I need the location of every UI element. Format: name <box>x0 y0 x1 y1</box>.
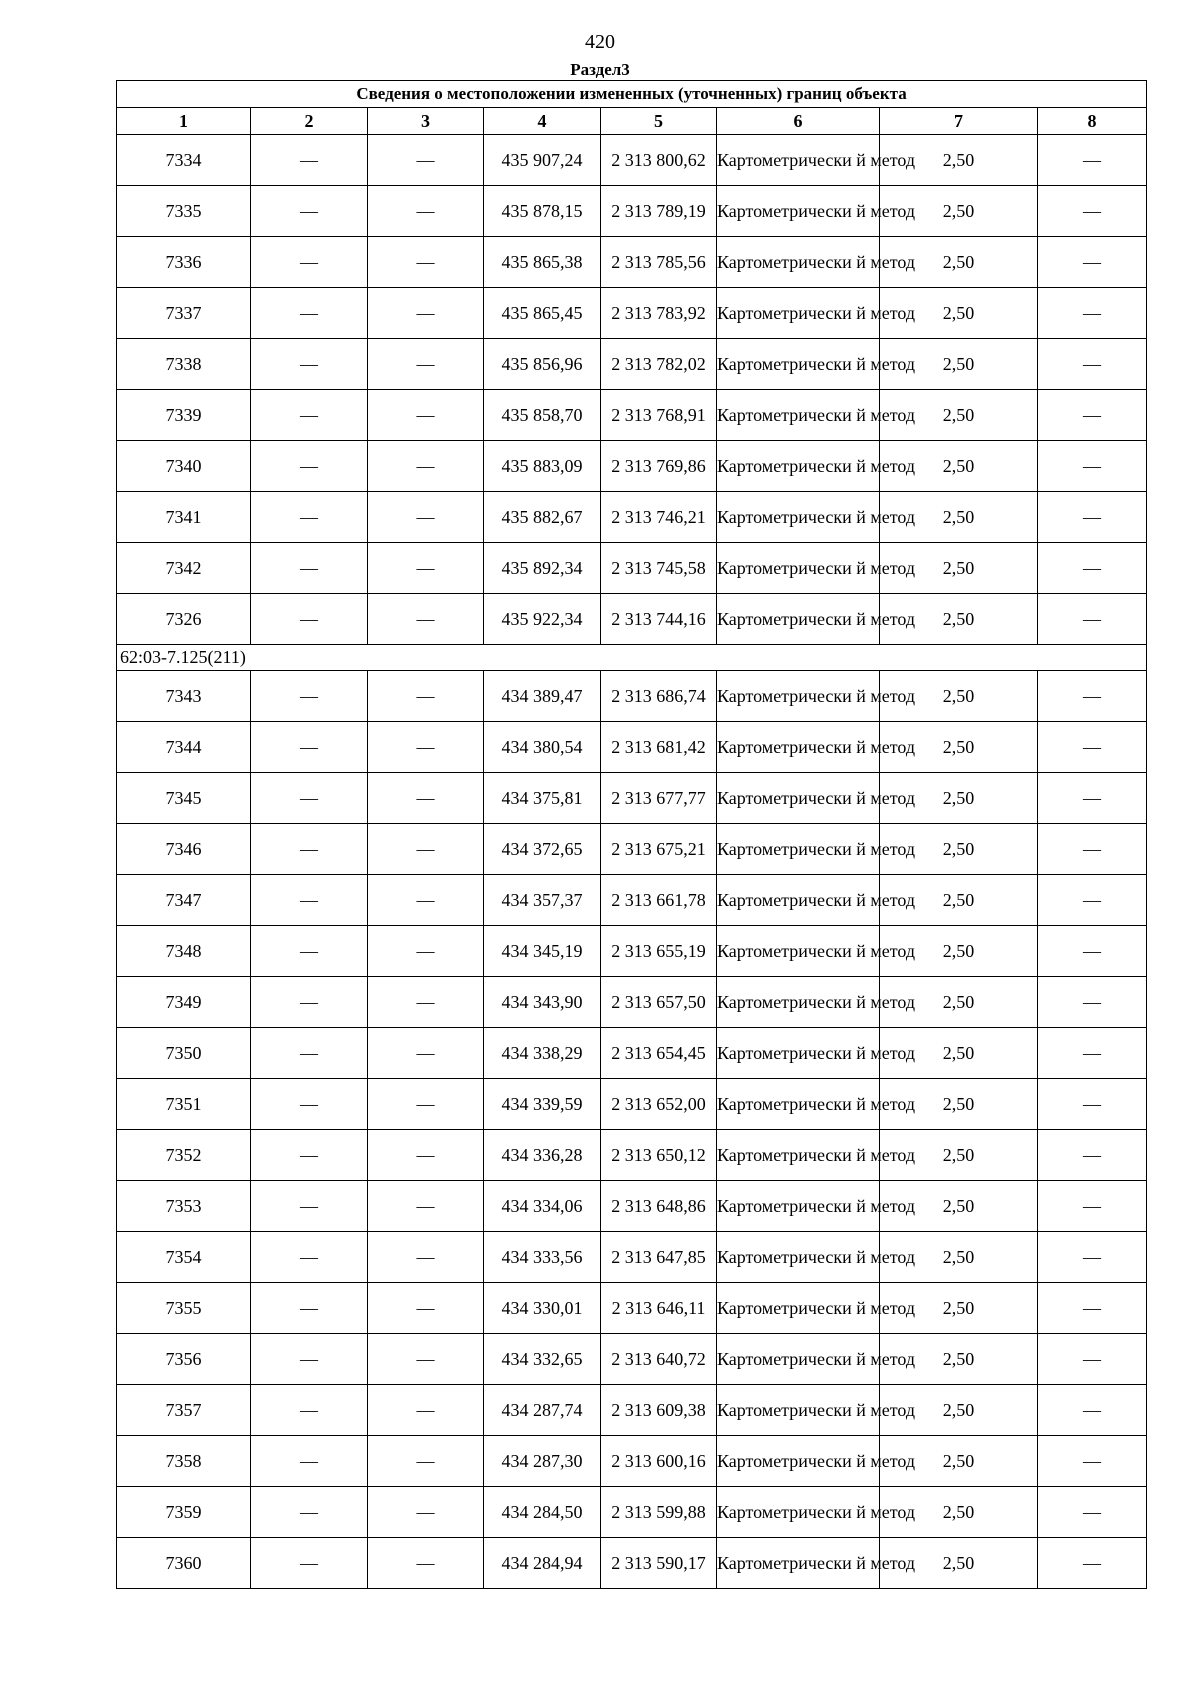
point-number-cell: 7337 <box>117 288 251 339</box>
method-cell: Картометрически й метод <box>717 1130 880 1181</box>
method-cell: Картометрически й метод <box>717 824 880 875</box>
col2-cell: — <box>251 722 368 773</box>
x-coordinate-cell: 434 333,56 <box>484 1232 601 1283</box>
x-coordinate-cell: 434 389,47 <box>484 671 601 722</box>
y-coordinate-cell: 2 313 640,72 <box>601 1334 717 1385</box>
y-coordinate-cell: 2 313 686,74 <box>601 671 717 722</box>
table-row <box>117 186 1147 237</box>
col3-cell: — <box>368 1079 484 1130</box>
point-number-cell: 7341 <box>117 492 251 543</box>
column-number: 3 <box>368 108 484 135</box>
x-coordinate-cell: 435 865,45 <box>484 288 601 339</box>
col3-cell: — <box>368 1334 484 1385</box>
table-row <box>117 594 1147 645</box>
table-row <box>117 1028 1147 1079</box>
group-header-row <box>117 645 1147 671</box>
column-number-row <box>117 108 1147 135</box>
point-number-cell: 7340 <box>117 441 251 492</box>
col3-cell: — <box>368 1028 484 1079</box>
col2-cell: — <box>251 1385 368 1436</box>
col2-cell: — <box>251 492 368 543</box>
table-row <box>117 543 1147 594</box>
col8-cell: — <box>1038 543 1147 594</box>
table-row <box>117 773 1147 824</box>
point-number-cell: 7353 <box>117 1181 251 1232</box>
col2-cell: — <box>251 824 368 875</box>
x-coordinate-cell: 434 287,74 <box>484 1385 601 1436</box>
col8-cell: — <box>1038 1181 1147 1232</box>
y-coordinate-cell: 2 313 789,19 <box>601 186 717 237</box>
accuracy-cell: 2,50 <box>880 135 1038 186</box>
method-cell: Картометрически й метод <box>717 390 880 441</box>
method-cell: Картометрически й метод <box>717 441 880 492</box>
method-cell: Картометрически й метод <box>717 339 880 390</box>
col2-cell: — <box>251 926 368 977</box>
table-row <box>117 1079 1147 1130</box>
accuracy-cell: 2,50 <box>880 390 1038 441</box>
col2-cell: — <box>251 543 368 594</box>
table-row <box>117 1181 1147 1232</box>
y-coordinate-cell: 2 313 590,17 <box>601 1538 717 1589</box>
col8-cell: — <box>1038 339 1147 390</box>
point-number-cell: 7359 <box>117 1487 251 1538</box>
table-row <box>117 339 1147 390</box>
table-row <box>117 824 1147 875</box>
col2-cell: — <box>251 1130 368 1181</box>
method-cell: Картометрически й метод <box>717 492 880 543</box>
point-number-cell: 7336 <box>117 237 251 288</box>
col8-cell: — <box>1038 926 1147 977</box>
table-row <box>117 926 1147 977</box>
x-coordinate-cell: 435 883,09 <box>484 441 601 492</box>
col8-cell: — <box>1038 1232 1147 1283</box>
x-coordinate-cell: 435 858,70 <box>484 390 601 441</box>
col8-cell: — <box>1038 722 1147 773</box>
table-row <box>117 237 1147 288</box>
column-number: 2 <box>251 108 368 135</box>
accuracy-cell: 2,50 <box>880 773 1038 824</box>
method-cell: Картометрически й метод <box>717 1181 880 1232</box>
col3-cell: — <box>368 1283 484 1334</box>
point-number-cell: 7355 <box>117 1283 251 1334</box>
col3-cell: — <box>368 1487 484 1538</box>
col8-cell: — <box>1038 288 1147 339</box>
x-coordinate-cell: 434 380,54 <box>484 722 601 773</box>
table-body <box>117 135 1147 1589</box>
y-coordinate-cell: 2 313 677,77 <box>601 773 717 824</box>
col8-cell: — <box>1038 594 1147 645</box>
x-coordinate-cell: 434 357,37 <box>484 875 601 926</box>
method-cell: Картометрически й метод <box>717 288 880 339</box>
table-row <box>117 1487 1147 1538</box>
col2-cell: — <box>251 773 368 824</box>
x-coordinate-cell: 434 375,81 <box>484 773 601 824</box>
col8-cell: — <box>1038 875 1147 926</box>
table-row <box>117 1436 1147 1487</box>
method-cell: Картометрически й метод <box>717 1538 880 1589</box>
col3-cell: — <box>368 1436 484 1487</box>
x-coordinate-cell: 434 332,65 <box>484 1334 601 1385</box>
col2-cell: — <box>251 390 368 441</box>
col2-cell: — <box>251 1334 368 1385</box>
coordinates-table <box>116 80 1147 1589</box>
accuracy-cell: 2,50 <box>880 288 1038 339</box>
accuracy-cell: 2,50 <box>880 1385 1038 1436</box>
col2-cell: — <box>251 441 368 492</box>
method-cell: Картометрически й метод <box>717 1232 880 1283</box>
x-coordinate-cell: 435 882,67 <box>484 492 601 543</box>
accuracy-cell: 2,50 <box>880 492 1038 543</box>
accuracy-cell: 2,50 <box>880 824 1038 875</box>
method-cell: Картометрически й метод <box>717 1487 880 1538</box>
col3-cell: — <box>368 135 484 186</box>
col3-cell: — <box>368 288 484 339</box>
col3-cell: — <box>368 543 484 594</box>
accuracy-cell: 2,50 <box>880 977 1038 1028</box>
column-number: 6 <box>717 108 880 135</box>
point-number-cell: 7354 <box>117 1232 251 1283</box>
col2-cell: — <box>251 1487 368 1538</box>
y-coordinate-cell: 2 313 600,16 <box>601 1436 717 1487</box>
col3-cell: — <box>368 722 484 773</box>
x-coordinate-cell: 434 334,06 <box>484 1181 601 1232</box>
x-coordinate-cell: 435 878,15 <box>484 186 601 237</box>
method-cell: Картометрически й метод <box>717 1334 880 1385</box>
page-number: 420 <box>585 31 615 53</box>
point-number-cell: 7351 <box>117 1079 251 1130</box>
y-coordinate-cell: 2 313 744,16 <box>601 594 717 645</box>
y-coordinate-cell: 2 313 785,56 <box>601 237 717 288</box>
accuracy-cell: 2,50 <box>880 875 1038 926</box>
col2-cell: — <box>251 186 368 237</box>
x-coordinate-cell: 434 343,90 <box>484 977 601 1028</box>
y-coordinate-cell: 2 313 609,38 <box>601 1385 717 1436</box>
table-row <box>117 671 1147 722</box>
x-coordinate-cell: 434 338,29 <box>484 1028 601 1079</box>
col2-cell: — <box>251 594 368 645</box>
y-coordinate-cell: 2 313 646,11 <box>601 1283 717 1334</box>
accuracy-cell: 2,50 <box>880 722 1038 773</box>
col2-cell: — <box>251 1232 368 1283</box>
x-coordinate-cell: 434 284,50 <box>484 1487 601 1538</box>
col3-cell: — <box>368 671 484 722</box>
col2-cell: — <box>251 237 368 288</box>
col8-cell: — <box>1038 492 1147 543</box>
col2-cell: — <box>251 671 368 722</box>
col2-cell: — <box>251 135 368 186</box>
col8-cell: — <box>1038 824 1147 875</box>
method-cell: Картометрически й метод <box>717 237 880 288</box>
col3-cell: — <box>368 237 484 288</box>
accuracy-cell: 2,50 <box>880 1538 1038 1589</box>
x-coordinate-cell: 434 336,28 <box>484 1130 601 1181</box>
method-cell: Картометрически й метод <box>717 1385 880 1436</box>
point-number-cell: 7350 <box>117 1028 251 1079</box>
accuracy-cell: 2,50 <box>880 1028 1038 1079</box>
method-cell: Картометрически й метод <box>717 722 880 773</box>
point-number-cell: 7347 <box>117 875 251 926</box>
y-coordinate-cell: 2 313 745,58 <box>601 543 717 594</box>
col8-cell: — <box>1038 135 1147 186</box>
column-number: 5 <box>601 108 717 135</box>
column-number: 1 <box>117 108 251 135</box>
col8-cell: — <box>1038 1130 1147 1181</box>
col3-cell: — <box>368 339 484 390</box>
method-cell: Картометрически й метод <box>717 875 880 926</box>
accuracy-cell: 2,50 <box>880 1487 1038 1538</box>
col3-cell: — <box>368 926 484 977</box>
point-number-cell: 7344 <box>117 722 251 773</box>
y-coordinate-cell: 2 313 746,21 <box>601 492 717 543</box>
accuracy-cell: 2,50 <box>880 1436 1038 1487</box>
method-cell: Картометрически й метод <box>717 594 880 645</box>
col8-cell: — <box>1038 441 1147 492</box>
col3-cell: — <box>368 977 484 1028</box>
col8-cell: — <box>1038 1385 1147 1436</box>
col3-cell: — <box>368 492 484 543</box>
method-cell: Картометрически й метод <box>717 977 880 1028</box>
x-coordinate-cell: 435 922,34 <box>484 594 601 645</box>
point-number-cell: 7348 <box>117 926 251 977</box>
accuracy-cell: 2,50 <box>880 1283 1038 1334</box>
point-number-cell: 7346 <box>117 824 251 875</box>
x-coordinate-cell: 435 892,34 <box>484 543 601 594</box>
col2-cell: — <box>251 1181 368 1232</box>
accuracy-cell: 2,50 <box>880 441 1038 492</box>
x-coordinate-cell: 434 339,59 <box>484 1079 601 1130</box>
col3-cell: — <box>368 441 484 492</box>
point-number-cell: 7335 <box>117 186 251 237</box>
point-number-cell: 7342 <box>117 543 251 594</box>
col8-cell: — <box>1038 773 1147 824</box>
x-coordinate-cell: 434 372,65 <box>484 824 601 875</box>
point-number-cell: 7345 <box>117 773 251 824</box>
method-cell: Картометрически й метод <box>717 1028 880 1079</box>
col3-cell: — <box>368 1232 484 1283</box>
y-coordinate-cell: 2 313 654,45 <box>601 1028 717 1079</box>
method-cell: Картометрически й метод <box>717 926 880 977</box>
col3-cell: — <box>368 186 484 237</box>
col8-cell: — <box>1038 1283 1147 1334</box>
y-coordinate-cell: 2 313 800,62 <box>601 135 717 186</box>
x-coordinate-cell: 435 907,24 <box>484 135 601 186</box>
point-number-cell: 7349 <box>117 977 251 1028</box>
col3-cell: — <box>368 594 484 645</box>
col2-cell: — <box>251 1436 368 1487</box>
x-coordinate-cell: 434 345,19 <box>484 926 601 977</box>
accuracy-cell: 2,50 <box>880 1130 1038 1181</box>
col2-cell: — <box>251 1028 368 1079</box>
table-row <box>117 1283 1147 1334</box>
point-number-cell: 7358 <box>117 1436 251 1487</box>
col3-cell: — <box>368 875 484 926</box>
column-number: 8 <box>1038 108 1147 135</box>
col3-cell: — <box>368 824 484 875</box>
accuracy-cell: 2,50 <box>880 671 1038 722</box>
method-cell: Картометрически й метод <box>717 671 880 722</box>
col8-cell: — <box>1038 1487 1147 1538</box>
accuracy-cell: 2,50 <box>880 926 1038 977</box>
y-coordinate-cell: 2 313 675,21 <box>601 824 717 875</box>
point-number-cell: 7360 <box>117 1538 251 1589</box>
y-coordinate-cell: 2 313 648,86 <box>601 1181 717 1232</box>
point-number-cell: 7352 <box>117 1130 251 1181</box>
y-coordinate-cell: 2 313 769,86 <box>601 441 717 492</box>
table-row <box>117 441 1147 492</box>
y-coordinate-cell: 2 313 650,12 <box>601 1130 717 1181</box>
table-row <box>117 1334 1147 1385</box>
col3-cell: — <box>368 1130 484 1181</box>
point-number-cell: 7326 <box>117 594 251 645</box>
x-coordinate-cell: 434 284,94 <box>484 1538 601 1589</box>
table-row <box>117 977 1147 1028</box>
table-row <box>117 875 1147 926</box>
y-coordinate-cell: 2 313 652,00 <box>601 1079 717 1130</box>
table-title: Сведения о местоположении измененных (уточненных) границ объекта <box>117 81 1147 108</box>
accuracy-cell: 2,50 <box>880 594 1038 645</box>
col8-cell: — <box>1038 390 1147 441</box>
x-coordinate-cell: 435 865,38 <box>484 237 601 288</box>
point-number-cell: 7334 <box>117 135 251 186</box>
method-cell: Картометрически й метод <box>717 186 880 237</box>
col8-cell: — <box>1038 186 1147 237</box>
y-coordinate-cell: 2 313 782,02 <box>601 339 717 390</box>
accuracy-cell: 2,50 <box>880 186 1038 237</box>
table-row <box>117 1538 1147 1589</box>
col8-cell: — <box>1038 671 1147 722</box>
col3-cell: — <box>368 1181 484 1232</box>
table-row <box>117 1385 1147 1436</box>
col8-cell: — <box>1038 1334 1147 1385</box>
y-coordinate-cell: 2 313 657,50 <box>601 977 717 1028</box>
accuracy-cell: 2,50 <box>880 339 1038 390</box>
y-coordinate-cell: 2 313 768,91 <box>601 390 717 441</box>
col2-cell: — <box>251 1283 368 1334</box>
x-coordinate-cell: 434 330,01 <box>484 1283 601 1334</box>
table-row <box>117 492 1147 543</box>
col3-cell: — <box>368 1385 484 1436</box>
col2-cell: — <box>251 288 368 339</box>
accuracy-cell: 2,50 <box>880 1232 1038 1283</box>
col8-cell: — <box>1038 1538 1147 1589</box>
method-cell: Картометрически й метод <box>717 135 880 186</box>
accuracy-cell: 2,50 <box>880 237 1038 288</box>
point-number-cell: 7338 <box>117 339 251 390</box>
method-cell: Картометрически й метод <box>717 1079 880 1130</box>
col8-cell: — <box>1038 1079 1147 1130</box>
section-title: Раздел3 <box>570 60 630 79</box>
table-row <box>117 135 1147 186</box>
x-coordinate-cell: 435 856,96 <box>484 339 601 390</box>
accuracy-cell: 2,50 <box>880 1334 1038 1385</box>
table-title-row <box>117 81 1147 108</box>
col3-cell: — <box>368 773 484 824</box>
col2-cell: — <box>251 977 368 1028</box>
accuracy-cell: 2,50 <box>880 543 1038 594</box>
col3-cell: — <box>368 390 484 441</box>
point-number-cell: 7357 <box>117 1385 251 1436</box>
col2-cell: — <box>251 1538 368 1589</box>
col8-cell: — <box>1038 237 1147 288</box>
method-cell: Картометрически й метод <box>717 1283 880 1334</box>
col8-cell: — <box>1038 1436 1147 1487</box>
y-coordinate-cell: 2 313 655,19 <box>601 926 717 977</box>
col8-cell: — <box>1038 1028 1147 1079</box>
y-coordinate-cell: 2 313 599,88 <box>601 1487 717 1538</box>
col8-cell: — <box>1038 977 1147 1028</box>
accuracy-cell: 2,50 <box>880 1181 1038 1232</box>
y-coordinate-cell: 2 313 661,78 <box>601 875 717 926</box>
col3-cell: — <box>368 1538 484 1589</box>
method-cell: Картометрически й метод <box>717 773 880 824</box>
group-label: 62:03-7.125(211) <box>117 645 1147 671</box>
col2-cell: — <box>251 1079 368 1130</box>
table-row <box>117 390 1147 441</box>
y-coordinate-cell: 2 313 647,85 <box>601 1232 717 1283</box>
point-number-cell: 7343 <box>117 671 251 722</box>
table-row <box>117 288 1147 339</box>
method-cell: Картометрически й метод <box>717 1436 880 1487</box>
col2-cell: — <box>251 339 368 390</box>
point-number-cell: 7356 <box>117 1334 251 1385</box>
point-number-cell: 7339 <box>117 390 251 441</box>
accuracy-cell: 2,50 <box>880 1079 1038 1130</box>
table-row <box>117 722 1147 773</box>
col2-cell: — <box>251 875 368 926</box>
table-row <box>117 1130 1147 1181</box>
table-row <box>117 1232 1147 1283</box>
method-cell: Картометрически й метод <box>717 543 880 594</box>
column-number: 4 <box>484 108 601 135</box>
column-number: 7 <box>880 108 1038 135</box>
y-coordinate-cell: 2 313 681,42 <box>601 722 717 773</box>
x-coordinate-cell: 434 287,30 <box>484 1436 601 1487</box>
y-coordinate-cell: 2 313 783,92 <box>601 288 717 339</box>
